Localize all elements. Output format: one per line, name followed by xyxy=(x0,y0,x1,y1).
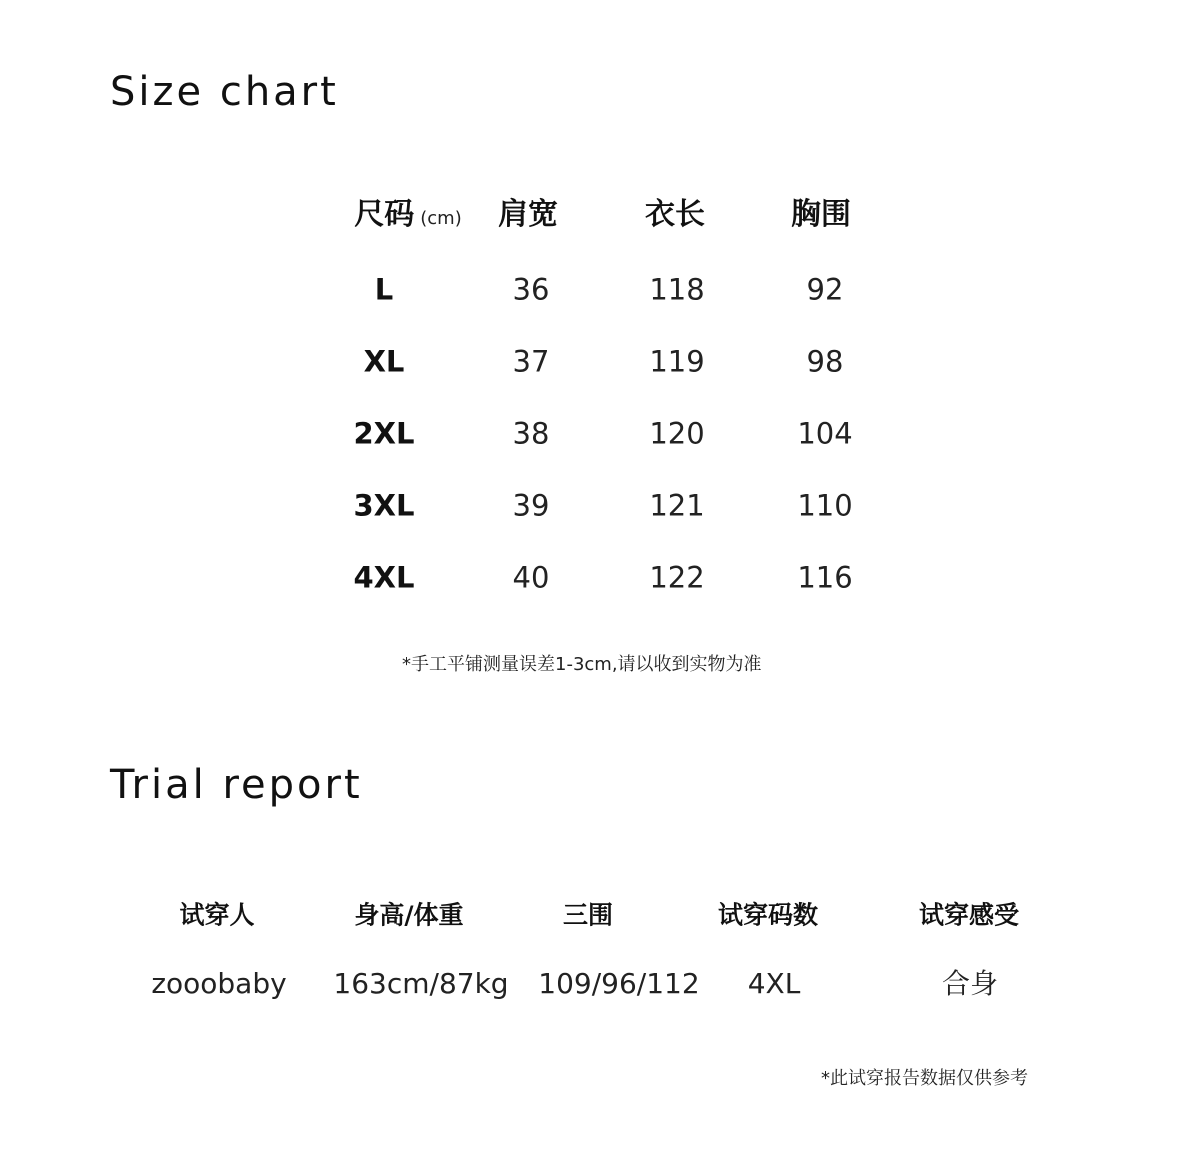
header-size xyxy=(354,197,462,232)
row-length: 122 xyxy=(649,560,705,595)
trial-report-note: *此试穿报告数据仅供参考 xyxy=(821,1068,1028,1089)
size-chart-title: Size chart xyxy=(110,69,339,115)
row-chest: 92 xyxy=(806,272,844,307)
row-size: 3XL xyxy=(353,488,415,523)
header-unit: (cm) xyxy=(420,208,462,229)
row-shoulder: 39 xyxy=(512,488,550,523)
row-chest: 110 xyxy=(797,488,853,523)
row-chest: 116 xyxy=(797,560,853,595)
row-shoulder: 40 xyxy=(512,560,550,595)
row-length: 120 xyxy=(649,416,705,451)
measurements-value: 109/96/112 xyxy=(538,967,700,1000)
row-chest: 98 xyxy=(806,344,844,379)
trial-size-value: 4XL xyxy=(747,967,801,1000)
row-size: L xyxy=(374,272,394,307)
row-shoulder: 37 xyxy=(512,344,550,379)
row-shoulder: 38 xyxy=(512,416,550,451)
row-chest: 104 xyxy=(797,416,853,451)
header-size-label: 尺码 xyxy=(354,197,415,232)
feeling-value: 合身 xyxy=(941,967,999,1000)
header-chest: 胸围 xyxy=(791,197,851,232)
header-tester: 试穿人 xyxy=(179,900,255,930)
header-measurements: 三围 xyxy=(562,900,614,930)
header-feeling: 试穿感受 xyxy=(918,900,1020,930)
header-length: 衣长 xyxy=(645,197,705,232)
header-height-weight: 身高/体重 xyxy=(354,900,464,930)
header-trial-size: 试穿码数 xyxy=(717,900,819,930)
row-length: 121 xyxy=(649,488,705,523)
row-size: 2XL xyxy=(353,416,415,451)
trial-report-title: Trial report xyxy=(110,762,363,808)
height-weight-value: 163cm/87kg xyxy=(333,967,509,1000)
row-size: XL xyxy=(363,344,405,379)
header-shoulder: 肩宽 xyxy=(498,197,558,232)
size-chart-note: *手工平铺测量误差1-3cm,请以收到实物为准 xyxy=(402,654,762,675)
row-length: 118 xyxy=(649,272,705,307)
row-shoulder: 36 xyxy=(512,272,550,307)
tester-name: zooobaby xyxy=(151,967,287,1000)
row-length: 119 xyxy=(649,344,705,379)
row-size: 4XL xyxy=(353,560,415,595)
